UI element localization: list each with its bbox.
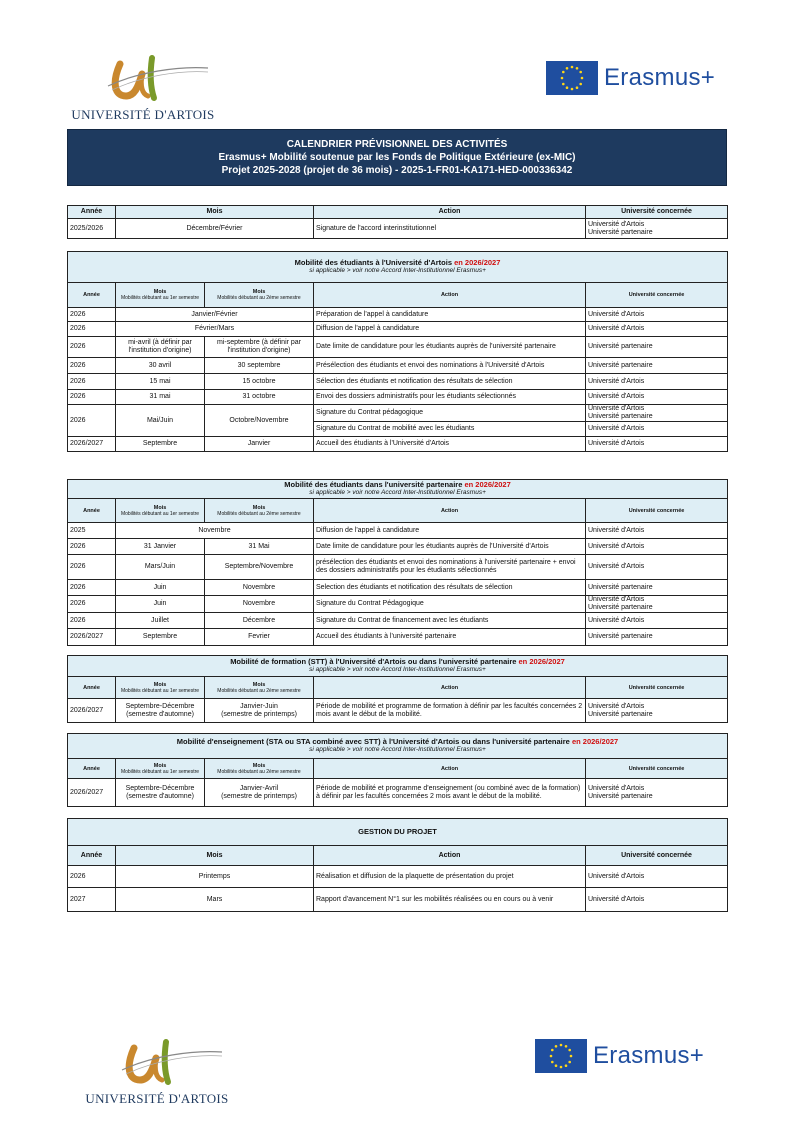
table-row: 2026/2027 Septembre-Décembre (semestre d'automne) Janvier-Avril (semestre de printemps) Période de mobilité et programme d'enseignement (ou combiné avec de la formation) à définir par les facultés concernées 2 mois avant le début de la mobilité. Université d'Artois Université partenaire [68, 779, 728, 807]
page-header [67, 129, 727, 186]
table-row: Signature du Contrat de mobilité avec les étudiants Université d'Artois [68, 422, 728, 437]
accord-table [67, 205, 728, 239]
artois-logo-footer [82, 1036, 232, 1107]
table-row: 2026/2027 Septembre-Décembre (semestre d'automne) Janvier-Juin (semestre de printemps) Période de mobilité et programme de formation à définir par les facultés concernées 2 mois avant le début de la mobilité. Université d'Artois Université partenaire [68, 699, 728, 723]
section-title: Mobilité des étudiants à l'Université d'Artois [294, 258, 452, 267]
col-univ: Université concernée [586, 206, 728, 219]
erasmus-logo [546, 61, 715, 95]
table-row: 2026 15 mai 15 octobre Sélection des étudiants et notification des résultats de sélection Université d'Artois [68, 374, 728, 390]
header-line3: Projet 2025-2028 (projet de 36 mois) - 2025-1-FR01-KA171-HED-000336342 [221, 165, 573, 176]
stt-table: Mobilité de formation (STT) à l'Université d'Artois ou dans l'université partenaire en 2026/2027 si applicable > voir notre Accord Inter-Institutionnel Erasmus+ Année Mois Mobilités débutant au 1er semestre Mois Mobilités débutant au 2ème semestre Action Université concernée 2026/2027 Septembre-Décembre (semestre d'automne) Janvier-Juin (semestre de printemps) Période de mobilité et programme de formation à définir par les facultés concernées 2 mois avant le début de la mobilité. Université d'Artois Université partenaire [67, 655, 728, 723]
col-annee: Année [68, 206, 116, 219]
artois-logo [68, 52, 218, 123]
table-row: 2026 mi-avril (à définir par l'institution d'origine) mi-septembre (à définir par l'institution d'origine) Date limite de candidature pour les étudiants auprès de l'université partenaire Université partenaire [68, 337, 728, 358]
artois-emblem-icon [68, 52, 218, 104]
artois-name: UNIVERSITÉ D'ARTOIS [85, 1091, 229, 1106]
table-row: 2025/2026 Décembre/Février Signature de l'accord interinstitutionnel Université d'Artois Université partenaire [68, 219, 728, 239]
table-row: 2026 Juin Novembre Signature du Contrat Pédagogique Université d'Artois Université partenaire [68, 596, 728, 613]
table-row: 2026/2027 Septembre Janvier Accueil des étudiants à l'Université d'Artois Université d'Artois [68, 437, 728, 452]
students-artois-table: Mobilité des étudiants à l'Université d'Artois en 2026/2027 si applicable > voir notre Accord Inter-Institutionnel Erasmus+ Année Mois Mobilités débutant au 1er semestre Mois Mobilités débutant au 2ème semestre Action Université concernée 2026 Janvier/Février Préparation de l'appel à candidature Université d'Artois 2026 Février/Mars Diffusion de l'appel à candidature Université d'Artois 2026 mi-avril (à définir par l'institution d'origine) mi-septembre (à définir par l'institution d'origine) Date limite de candidature pour les étudiants auprès de l'université partenaire Université partenaire 2026 30 avril 30 septembre Présélection des étudiants et envoi des nominations à l'Université d'Artois Université partenaire 2026 15 mai 15 octobre Sélection des étudiants et notification des résultats de sélection Université d'Artois 2026 31 mai 31 octobre Envoi des dossiers administratifs pour les étudiants sélectionnés Université d'Artois 2026 Mai/Juin Octobre/Novembre Signature du Contrat pédagogique Université d'Artois Université partenaire Signature du Contrat de mobilité avec les étudiants Université d'Artois 2026/2027 Septembre Janvier Accueil des étudiants à l'Université d'Artois Université d'Artois [67, 251, 728, 452]
table-row: 2026 Juillet Décembre Signature du Contrat de financement avec les étudiants Université d'Artois [68, 613, 728, 629]
table-row: 2027 Mars Rapport d'avancement N°1 sur les mobilités réalisées ou en cours ou à venir Université d'Artois [68, 888, 728, 912]
header-line1: CALENDRIER PRÉVISIONNEL DES ACTIVITÉS [286, 139, 508, 150]
artois-emblem-icon [82, 1036, 232, 1088]
artois-name: UNIVERSITÉ D'ARTOIS [71, 107, 215, 122]
table-row: 2026 31 Janvier 31 Mai Date limite de candidature pour les étudiants auprès de l'Université d'Artois Université d'Artois [68, 539, 728, 555]
table-row: 2026/2027 Septembre Fevrier Accueil des étudiants à l'université partenaire Université partenaire [68, 629, 728, 646]
table-row: 2026 Janvier/Février Préparation de l'appel à candidature Université d'Artois [68, 308, 728, 322]
erasmus-wordmark: Erasmus+ [593, 1042, 705, 1069]
table-row: 2026 Mars/Juin Septembre/Novembre présélection des étudiants et envoi des nominations à l'université partenaire + envoi des dossiers administratifs pour les étudiants sélectionnés Université d'Artois [68, 555, 728, 580]
table-row: 2026 Mai/Juin Octobre/Novembre Signature du Contrat pédagogique Université d'Artois Université partenaire [68, 405, 728, 422]
gestion-table: GESTION DU PROJET Année Mois Action Université concernée 2026 Printemps Réalisation et diffusion de la plaquette de présentation du projet Université d'Artois 2027 Mars Rapport d'avancement N°1 sur les mobilités réalisées ou en cours ou à venir Université d'Artois [67, 818, 728, 912]
erasmus-logo-footer [535, 1039, 704, 1073]
table-row: 2026 Juin Novembre Selection des étudiants et notification des résultats de sélection Université partenaire [68, 580, 728, 596]
section-title: Mobilité d'enseignement (STA ou STA combiné avec STT) à l'Université d'Artois ou dans l'université partenaire [176, 737, 570, 746]
table-row: 2026 Printemps Réalisation et diffusion de la plaquette de présentation du projet Université d'Artois [68, 866, 728, 888]
sta-table: Mobilité d'enseignement (STA ou STA combiné avec STT) à l'Université d'Artois ou dans l'université partenaire en 2026/2027 si applicable > voir notre Accord Inter-Institutionnel Erasmus+ Année Mois Mobilités débutant au 1er semestre Mois Mobilités débutant au 2ème semestre Action Université concernée 2026/2027 Septembre-Décembre (semestre d'automne) Janvier-Avril (semestre de printemps) Période de mobilité et programme d'enseignement (ou combiné avec de la formation) à définir par les facultés concernées 2 mois avant le début de la mobilité. Université d'Artois Université partenaire [67, 733, 728, 807]
table-row: 2026 30 avril 30 septembre Présélection des étudiants et envoi des nominations à l'Université d'Artois Université partenaire [68, 358, 728, 374]
erasmus-wordmark: Erasmus+ [604, 64, 716, 91]
col-mois: Mois [116, 206, 314, 219]
eu-flag-icon [535, 1039, 587, 1073]
students-partner-table: Mobilité des étudiants dans l'université partenaire en 2026/2027 si applicable > voir notre Accord Inter-Institutionnel Erasmus+ Année Mois Mobilités débutant au 1er semestre Mois Mobilités débutant au 2ème semestre Action Université concernée 2025 Novembre Diffusion de l'appel à candidature Université d'Artois 2026 31 Janvier 31 Mai Date limite de candidature pour les étudiants auprès de l'Université d'Artois Université d'Artois 2026 Mars/Juin Septembre/Novembre présélection des étudiants et envoi des nominations à l'université partenaire + envoi des dossiers administratifs pour les étudiants sélectionnés Université d'Artois 2026 Juin Novembre Selection des étudiants et notification des résultats de sélection Université partenaire 2026 Juin Novembre Signature du Contrat Pédagogique Université d'Artois Université partenaire 2026 Juillet Décembre Signature du Contrat de financement avec les étudiants Université d'Artois 2026/2027 Septembre Fevrier Accueil des étudiants à l'université partenaire Université partenaire [67, 479, 728, 646]
table-row: 2025 Novembre Diffusion de l'appel à candidature Université d'Artois [68, 523, 728, 539]
section-title: Mobilité de formation (STT) à l'Université d'Artois ou dans l'université partenaire [230, 657, 517, 666]
table-row: 2026 Février/Mars Diffusion de l'appel à candidature Université d'Artois [68, 322, 728, 337]
header-line2: Erasmus+ Mobilité soutenue par les Fonds de Politique Extérieure (ex-MIC) [218, 152, 576, 163]
table-row: 2026 31 mai 31 octobre Envoi des dossiers administratifs pour les étudiants sélectionnés Université d'Artois [68, 390, 728, 405]
section-title: GESTION DU PROJET [358, 826, 437, 836]
col-action: Action [314, 206, 586, 219]
eu-flag-icon [546, 61, 598, 95]
section-title: Mobilité des étudiants dans l'université partenaire [284, 480, 463, 489]
